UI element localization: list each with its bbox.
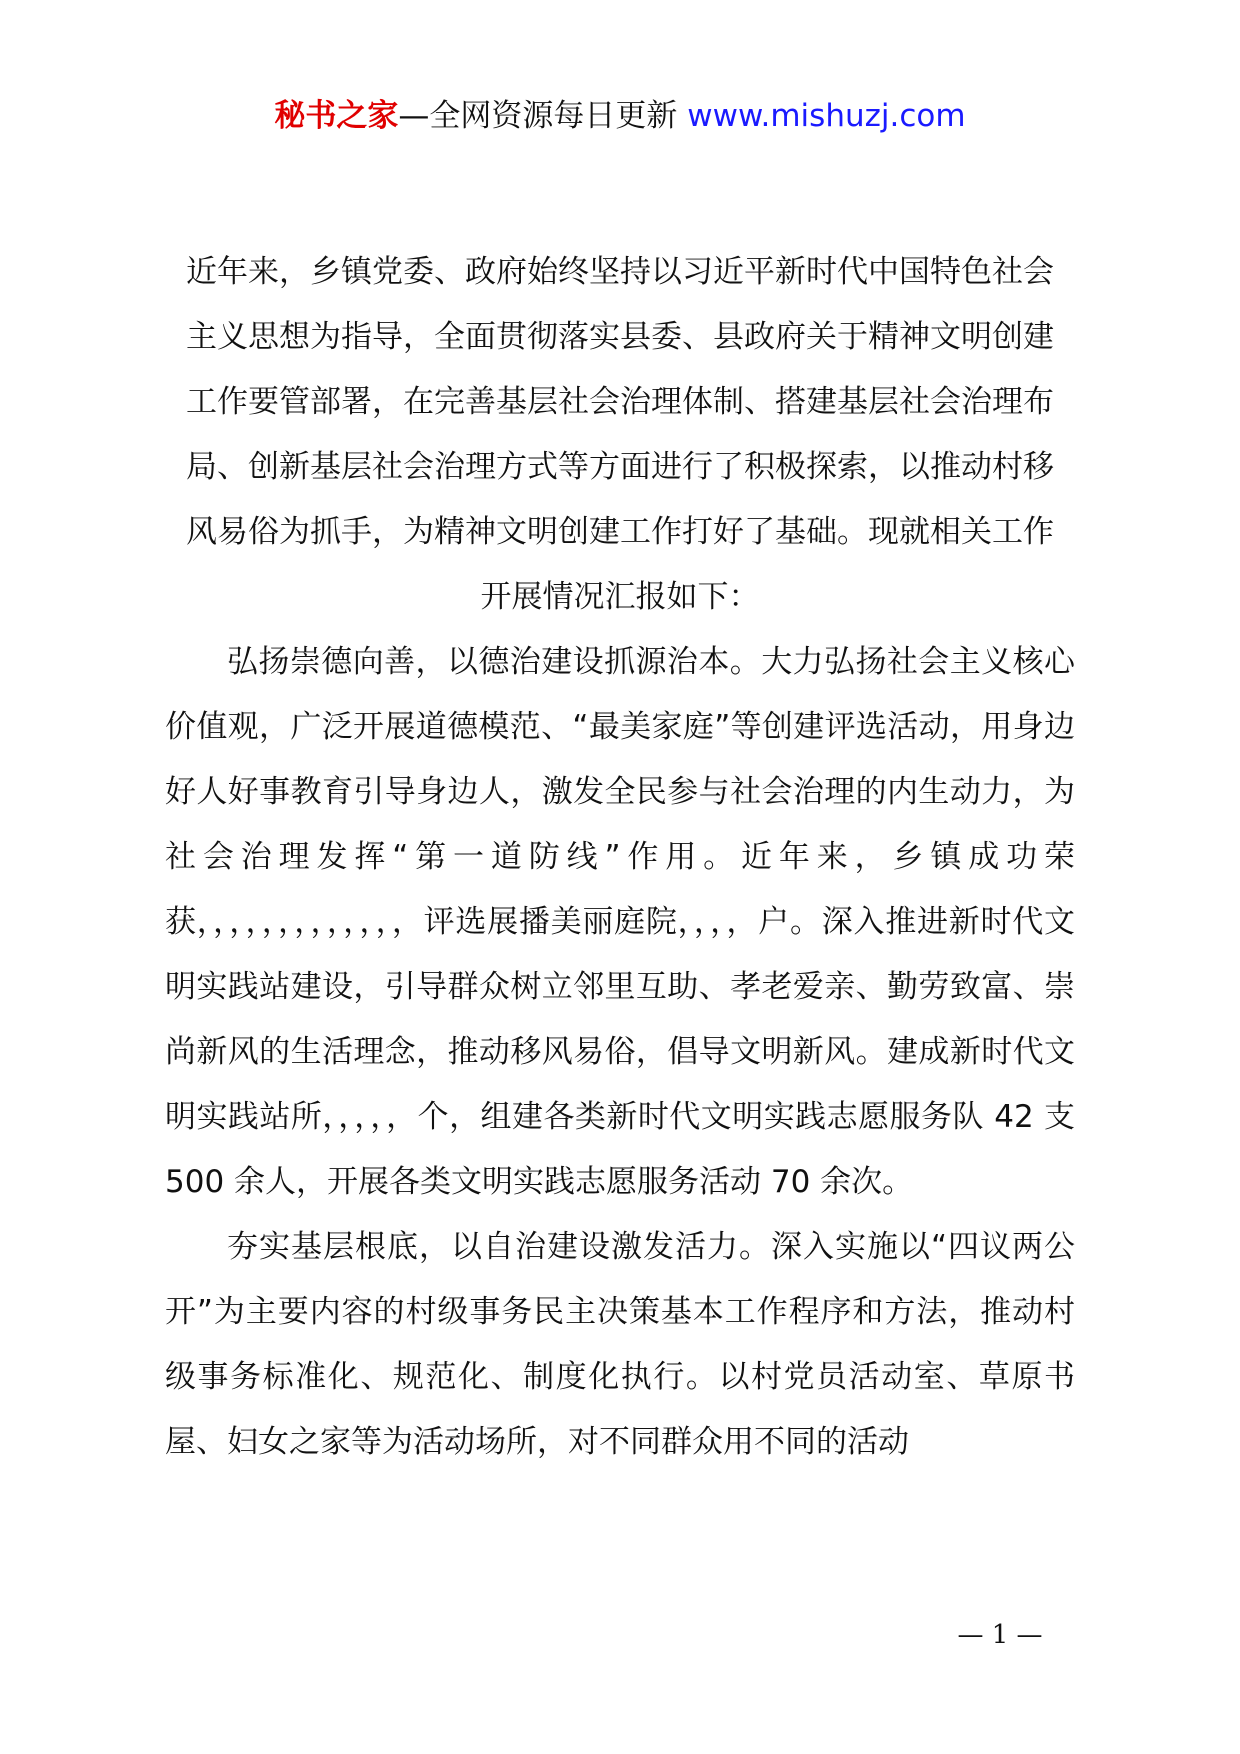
section-paragraph-autonomy: 夯实基层根底，以自治建设激发活力。深入实施以“四议两公开”为主要内容的村级事务民主决策基本工作程序和方法，推动村级事务标准化、规范化、制度化执行。以村党员活动室、草原书屋、妇女之家等为活动场所，对不同群众用不同的活动 (165, 1229, 1075, 1460)
site-url-link[interactable]: www.mishuzj.com (687, 98, 966, 134)
section-paragraph-morality: 弘扬崇德向善，以德治建设抓源治本。大力弘扬社会主义核心价值观，广泛开展道德模范、“最美家庭”等创建评选活动，用身边好人好事教育引导身边人，激发全民参与社会治理的内生动力，为社会治理发挥“第一道防线”作用。近年来，乡镇成功荣获，，，，，，，，，，，，，评选展播美丽庭院，，，，户。深入推进新时代文明实践站建设，引导群众树立邻里互助、孝老爱亲、勤劳致富、崇尚新风的生活理念，推动移风易俗，倡导文明新风。建成新时代文明实践站所，，，，，个，组建各类新时代文明实践志愿服务队 42 支 500 余人，开展各类文明实践志愿服务活动 70 余次。 (165, 644, 1075, 1200)
page-number: — 1 — (957, 1620, 1043, 1650)
header-tagline: —全网资源每日更新 (398, 98, 688, 134)
site-header (0, 96, 1240, 136)
document-body (165, 240, 1075, 1475)
brand-name: 秘书之家 (274, 98, 399, 134)
intro-paragraph: 近年来，乡镇党委、政府始终坚持以习近平新时代中国特色社会主义思想为指导，全面贯彻落实县委、县政府关于精神文明创建工作要管部署，在完善基层社会治理体制、搭建基层社会治理布局、创新基层社会治理方式等方面进行了积极探索，以推动村移风易俗为抓手，为精神文明创建工作打好了基础。现就相关工作开展情况汇报如下： (186, 254, 1054, 615)
